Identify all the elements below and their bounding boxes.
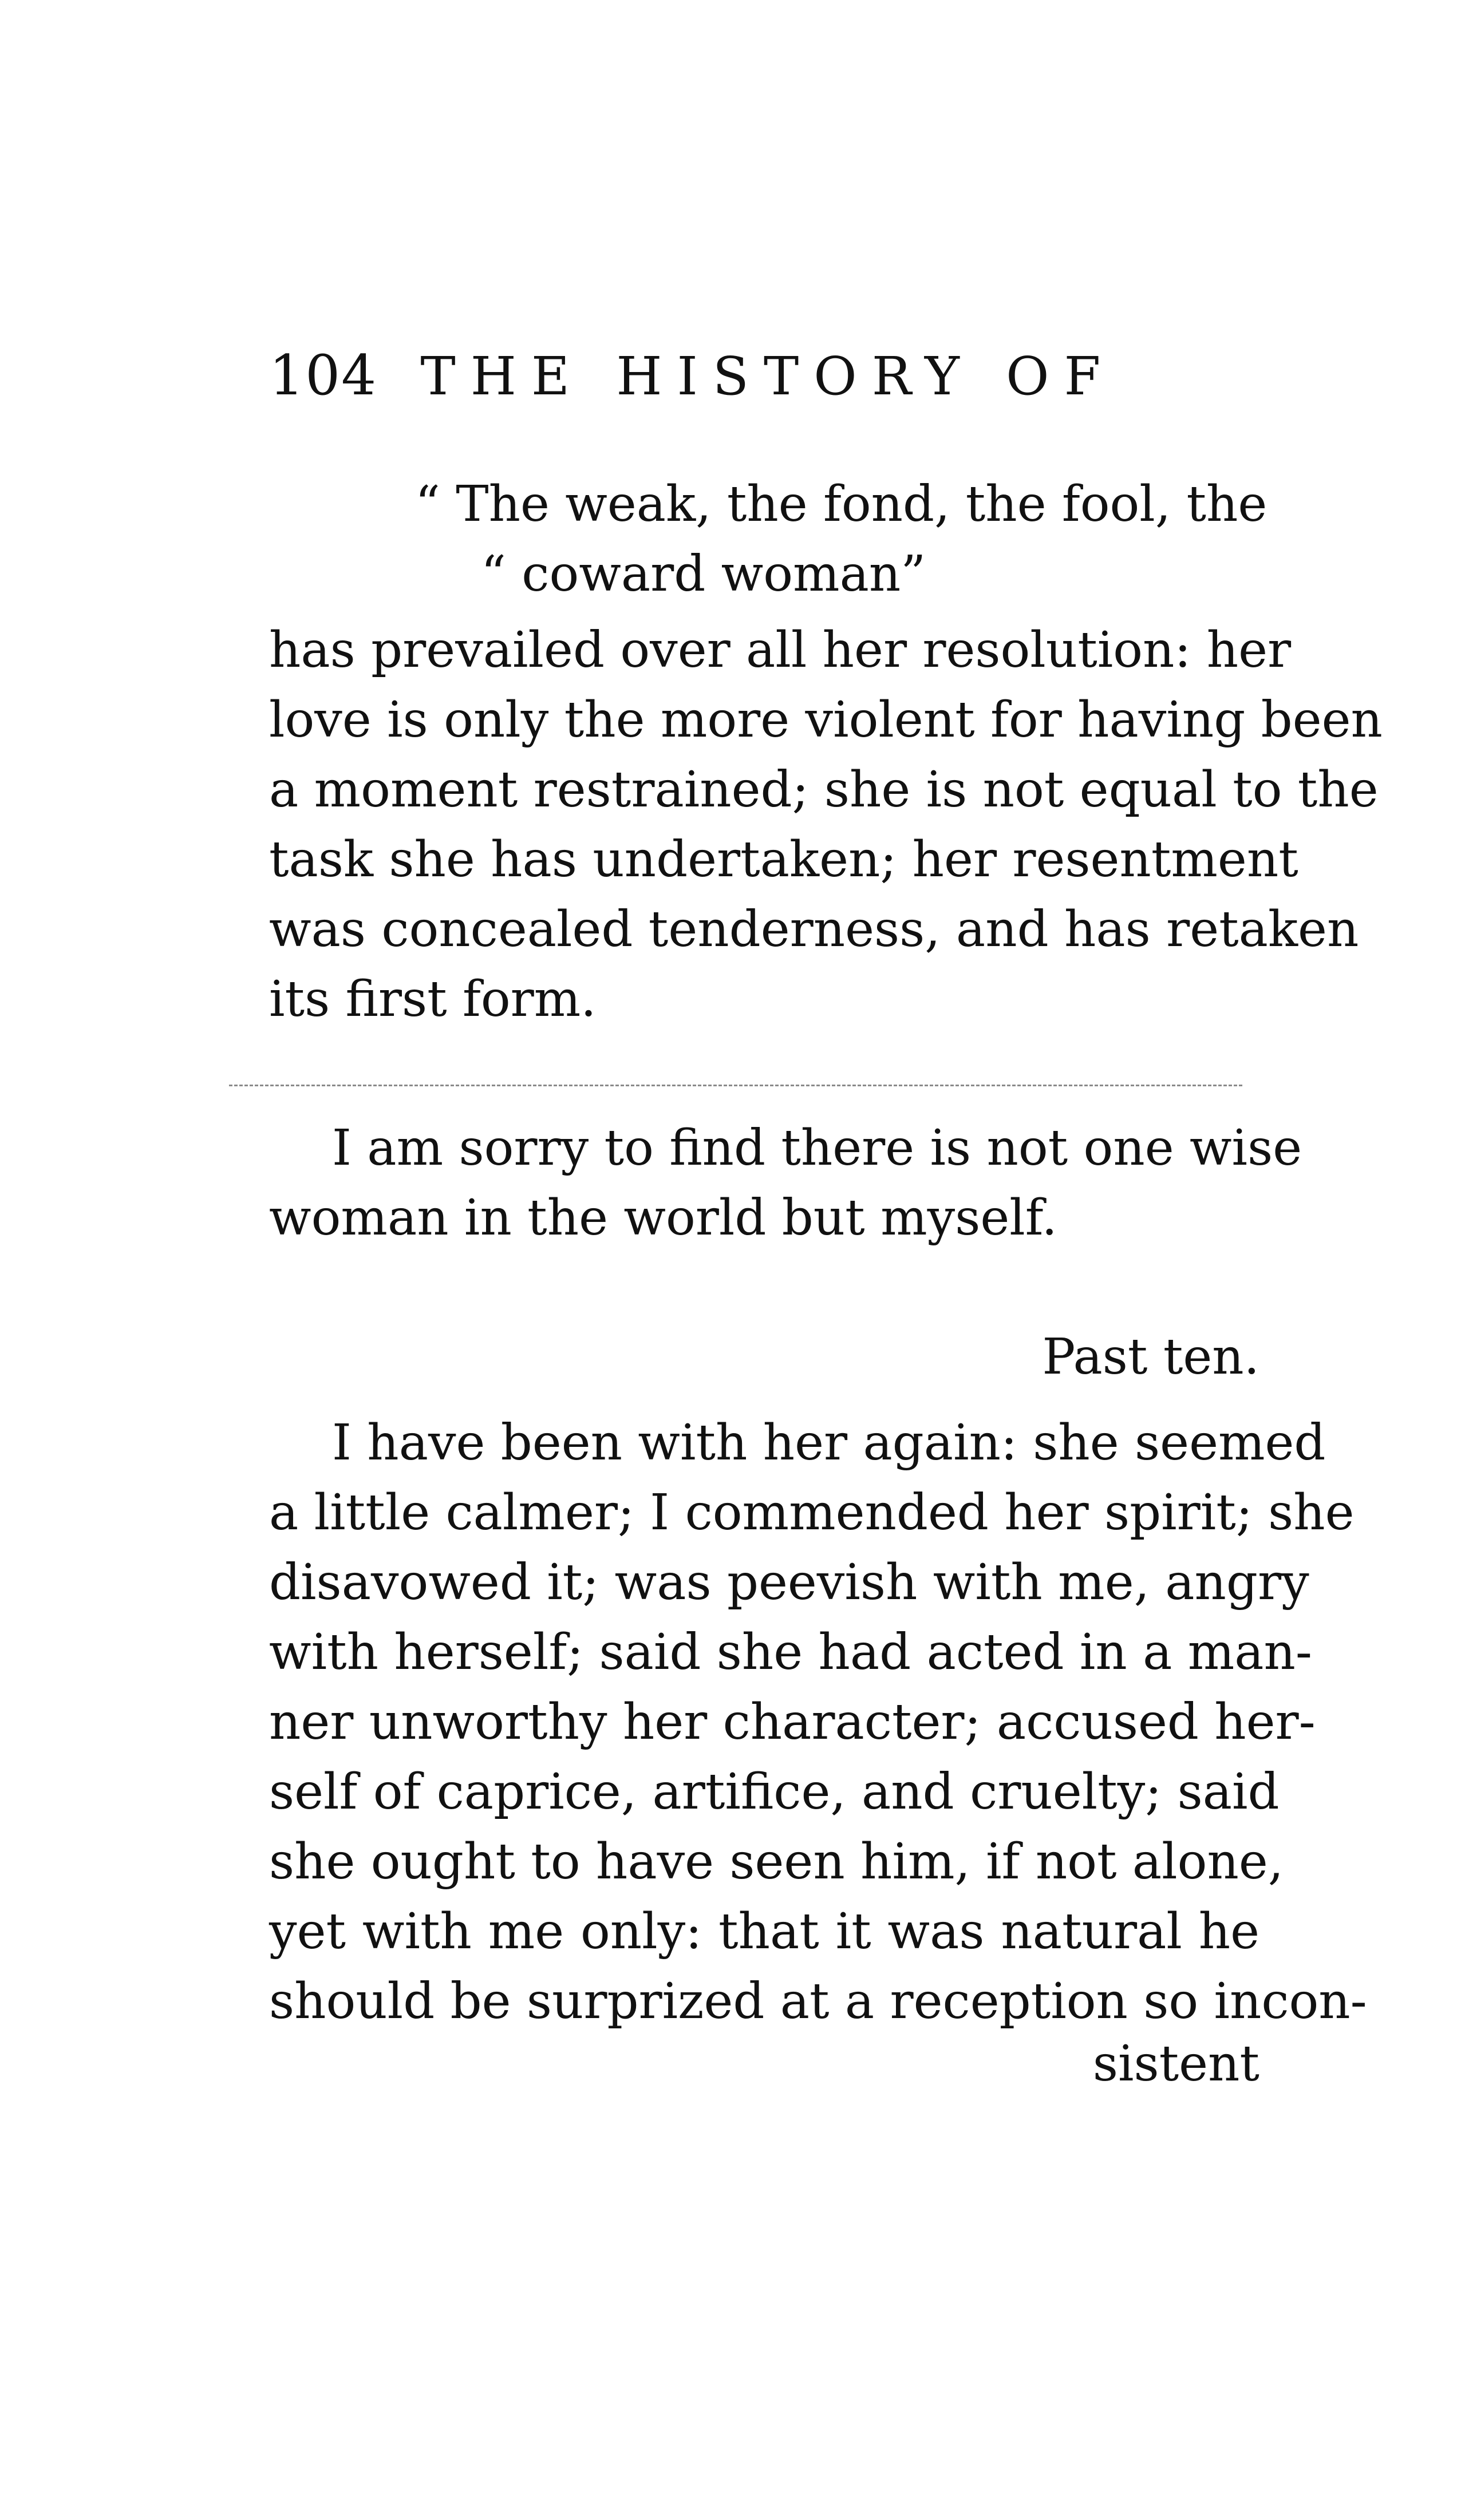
page-header	[269, 343, 1271, 424]
running-title: THE HISTORY OF	[420, 346, 1116, 407]
quotation	[269, 469, 1268, 609]
text-line: ner unworthy her character; accused her-	[269, 1694, 1316, 1751]
text-line: love is only the more violent for having been	[269, 691, 1383, 749]
text-line: has prevailed over all her resolution: her	[269, 622, 1292, 679]
time-heading-block	[269, 1322, 1259, 1392]
section-divider	[229, 1085, 1242, 1086]
text-line: I am sorry to find there is not one wise	[332, 1119, 1302, 1177]
text-line: a little calmer; I commended her spirit; she	[269, 1484, 1355, 1541]
text-line: with herself; said she had acted in a man-	[269, 1624, 1312, 1681]
text-line: I have been with her again: she seemed	[332, 1414, 1326, 1471]
text-line: yet with me only: that it was natural he	[269, 1903, 1259, 1960]
text-line: should be surprized at a reception so incon-	[269, 1973, 1367, 2030]
text-line: was concealed tenderness, and has retaken	[269, 901, 1359, 958]
text-line: woman in the world but myself.	[269, 1189, 1057, 1247]
page-number: 104	[269, 343, 378, 408]
time-heading: Past ten.	[1042, 1328, 1259, 1386]
catchword: sistent	[1092, 2035, 1259, 2092]
text-line: a moment restrained; she is not equal to the	[269, 761, 1379, 818]
paragraph-3	[269, 1408, 1367, 2036]
text-line: self of caprice, artifice, and cruelty; said	[269, 1763, 1280, 1821]
text-line: she ought to have seen him, if not alone,	[269, 1833, 1284, 1890]
text-line: task she has undertaken; her resentment	[269, 831, 1298, 888]
paragraph-1	[269, 615, 1383, 1034]
quote-line: “ The weak, the fond, the fool, the	[415, 476, 1268, 533]
text-line: disavowed it; was peevish with me, angry	[269, 1554, 1309, 1611]
quote-line: “ coward woman”	[481, 545, 926, 603]
paragraph-2	[269, 1113, 1302, 1253]
text-line: its first form.	[269, 971, 597, 1028]
catchword-block	[269, 2029, 1259, 2099]
